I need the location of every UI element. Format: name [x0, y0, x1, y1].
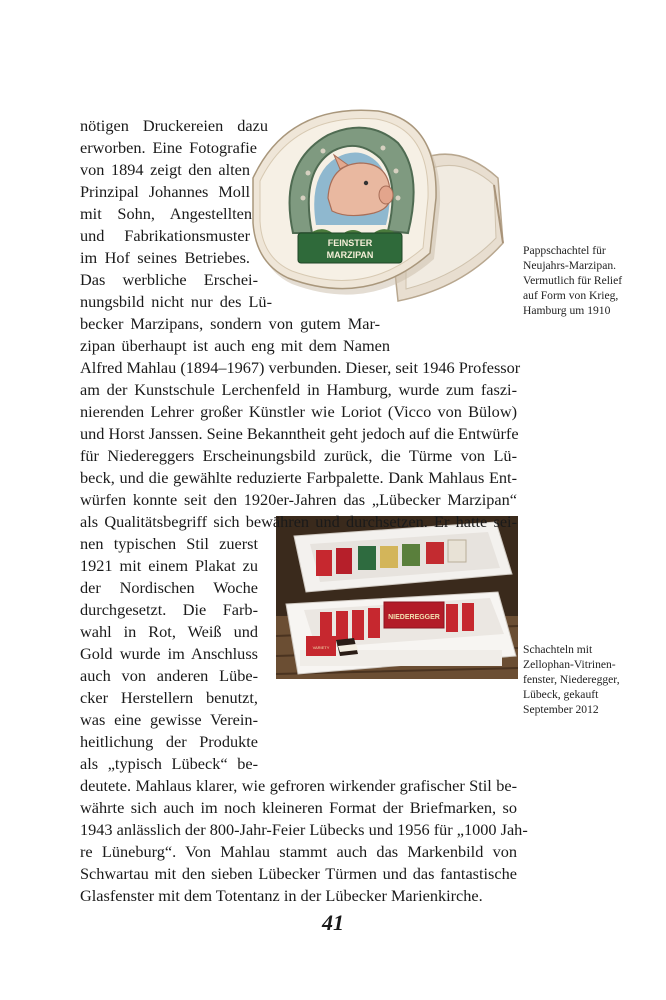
- caption-1-line-5: Hamburg um 1910: [523, 304, 611, 317]
- body-line-19: als Qualitätsbegriff sich bewähren und durchsetzen. Er hatte sei-: [80, 512, 517, 531]
- body-line-35: Schwartau mit den sieben Lübecker Türmen und das fantastische: [80, 864, 517, 883]
- caption-1-line-1: Pappschachtel für: [523, 244, 606, 257]
- body-line-12: Alfred Mahlau (1894–1967) verbunden. Dieser, seit 1946 Professor: [80, 358, 521, 377]
- body-line-10: becker Marzipans, sondern von gutem Mar-: [80, 314, 380, 333]
- photo-horseshoe-box: [248, 103, 512, 303]
- body-line-7: im Hof seines Betriebes.: [80, 248, 250, 267]
- caption-1-line-4: auf Form von Krieg,: [523, 289, 619, 302]
- body-line-22: der Nordischen Woche: [80, 578, 258, 597]
- body-line-33: 1943 anlässlich der 800-Jahr-Feier Lübecks und 1956 für „1000 Jah-: [80, 820, 528, 839]
- body-line-2: erworben. Eine Fotografie: [80, 138, 257, 157]
- body-line-23: durchgesetzt. Die Farb-: [80, 600, 258, 619]
- body-line-34: re Lüneburg“. Von Mahlau stammt auch das Markenbild von: [80, 842, 517, 861]
- body-line-15: und Horst Janssen. Seine Bekanntheit geht jedoch auf die Entwürfe: [80, 424, 519, 443]
- body-line-6: und Fabrikationsmuster: [80, 226, 250, 245]
- body-line-13: am der Kunstschule Lerchenfeld in Hamburg, wurde zum faszi-: [80, 380, 517, 399]
- package-variety-label: VARIETY: [312, 645, 330, 650]
- caption-2-line-1: Schachteln mit: [523, 643, 593, 656]
- body-line-18: würfen konnte seit den 1920er-Jahren das „Lübecker Marzipan“: [80, 490, 517, 509]
- box-label-line-1: FEINSTER: [327, 238, 373, 248]
- caption-1-line-3: Vermutlich für Relief: [523, 274, 623, 287]
- body-line-9: nungsbild nicht nur des Lü-: [80, 292, 272, 311]
- photo-niederegger-boxes: [276, 516, 518, 679]
- body-line-26: auch von anderen Lübe-: [80, 666, 258, 685]
- body-line-3: von 1894 zeigt den alten: [80, 160, 250, 179]
- body-line-21: 1921 mit einem Plakat zu: [80, 556, 258, 575]
- body-line-36: Glasfenster mit dem Totentanz in der Lübecker Marienkirche.: [80, 886, 483, 905]
- body-line-28: was eine gewisse Verein-: [80, 710, 258, 729]
- caption-2-line-3: fenster, Niederegger,: [523, 673, 620, 686]
- body-line-24: wahl in Rot, Weiß und: [80, 622, 258, 641]
- body-line-29: heitlichung der Produkte: [80, 732, 258, 751]
- body-line-5: mit Sohn, Angestellten: [80, 204, 252, 223]
- body-line-30: als „typisch Lübeck“ be-: [80, 754, 258, 773]
- body-line-27: cker Herstellern benutzt,: [80, 688, 258, 707]
- body-line-11: zipan überhaupt ist auch eng mit dem Namen: [80, 336, 390, 355]
- niederegger-boxes-illustration: [276, 516, 518, 679]
- body-line-17: beck, und die gewählte reduzierte Farbpalette. Dank Mahlaus Ent-: [80, 468, 517, 487]
- caption-2-line-4: Lübeck, gekauft: [523, 688, 599, 701]
- body-line-14: nierenden Lehrer großer Künstler wie Loriot (Vicco von Bülow): [80, 402, 517, 421]
- horseshoe-box-illustration: [248, 103, 512, 303]
- body-line-16: für Niedereggers Erscheinungsbild zurück, die Türme von Lü-: [80, 446, 517, 465]
- package-brand-label: NIEDEREGGER: [388, 614, 440, 621]
- caption-2-line-5: September 2012: [523, 703, 599, 716]
- box-label-line-2: MARZIPAN: [326, 250, 374, 260]
- body-line-32: währte sich auch im noch kleineren Format der Briefmarken, so: [80, 798, 517, 817]
- body-line-4: Prinzipal Johannes Moll: [80, 182, 250, 201]
- page-number: 41: [322, 910, 344, 935]
- body-line-1: nötigen Druckereien dazu: [80, 116, 268, 135]
- body-line-25: Gold wurde im Anschluss: [80, 644, 258, 663]
- caption-2-line-2: Zellophan-Vitrinen-: [523, 658, 616, 671]
- body-line-31: deutete. Mahlaus klarer, wie gefroren wirkender grafischer Stil be-: [80, 776, 517, 795]
- caption-1-line-2: Neujahrs-Marzipan.: [523, 259, 617, 272]
- body-line-20: nen typischen Stil zuerst: [80, 534, 258, 553]
- body-line-8: Das werbliche Erschei-: [80, 270, 258, 289]
